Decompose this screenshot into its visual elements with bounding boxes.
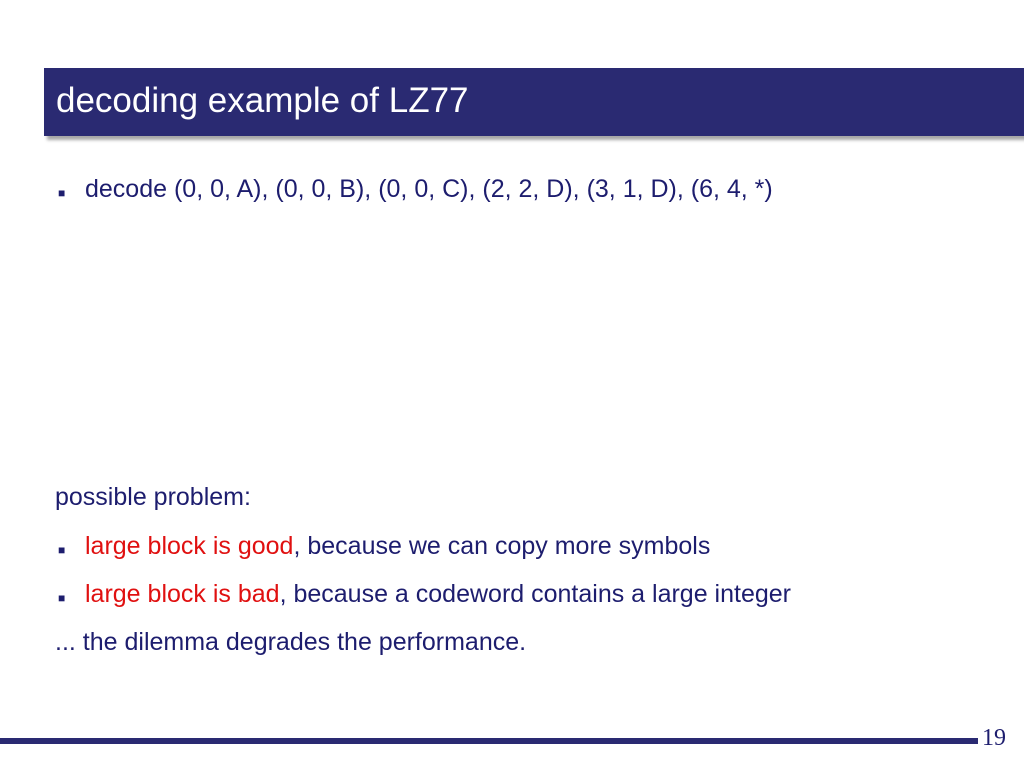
- page-number: 19: [982, 725, 1006, 751]
- point-good-rest: , because we can copy more symbols: [293, 532, 711, 560]
- footer-bar: [0, 738, 978, 744]
- point-bad-highlight: large block is bad: [85, 580, 280, 608]
- decode-line: decode (0, 0, A), (0, 0, B), (0, 0, C), (2, 2, D), (3, 1, D), (6, 4, *): [85, 175, 773, 203]
- point-good: [85, 532, 710, 561]
- bullet-icon: ■: [58, 543, 66, 557]
- point-good-highlight: large block is good: [85, 532, 294, 560]
- title-bar: [44, 68, 1024, 136]
- bullet-icon: ■: [58, 186, 66, 200]
- conclusion: ... the dilemma degrades the performance.: [55, 628, 527, 656]
- slide-title: decoding example of LZ77: [56, 81, 469, 120]
- bullet-icon: ■: [58, 591, 66, 605]
- problem-heading: possible problem:: [55, 483, 251, 511]
- point-bad-rest: , because a codeword contains a large integer: [279, 580, 792, 608]
- point-bad: [85, 580, 791, 609]
